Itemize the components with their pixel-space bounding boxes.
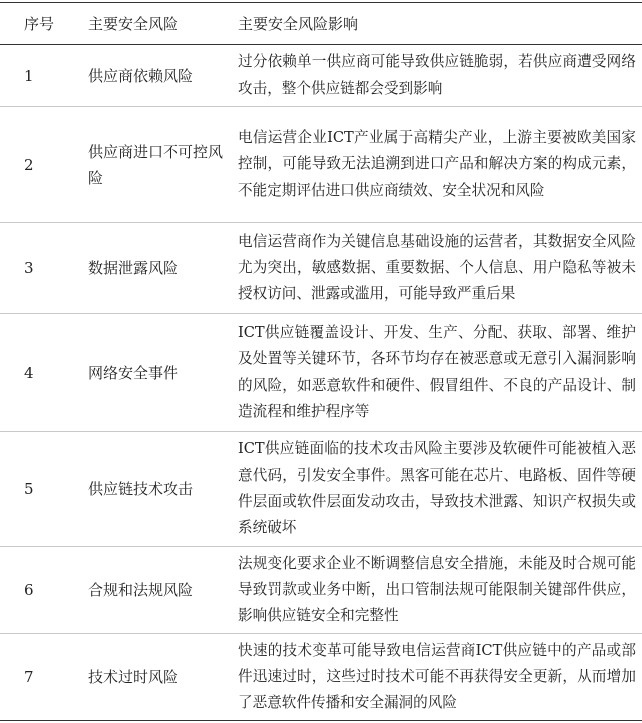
table-bottom-rule	[0, 720, 642, 721]
table-header	[0, 2, 642, 44]
row-impact: 法规变化要求企业不断调整信息安全措施，未能及时合规可能导致罚款或业务中断，出口管制法规可能限制关键部件供应，影响供应链安全和完整性	[238, 554, 636, 625]
table-row	[0, 223, 642, 313]
header-risk: 主要安全风险	[88, 14, 179, 33]
row-impact: 电信运营企业ICT产业属于高精尖产业，上游主要被欧美国家控制，可能导致无法追溯到进口产品和解决方案的构成元素，不能定期评估进口供应商绩效、安全状况和风险	[238, 129, 636, 199]
table-row	[0, 107, 642, 222]
row-impact: 快速的技术变革可能导致电信运营商ICT供应链中的产品或部件迅速过时，这些过时技术可能不再获得安全更新，从而增加了恶意软件传播和安全漏洞的风险	[238, 641, 636, 712]
row-number: 3	[24, 259, 34, 277]
table-row	[0, 547, 642, 633]
header-number: 序号	[24, 14, 55, 33]
row-risk: 供应商依赖风险	[88, 66, 194, 85]
table-row	[0, 45, 642, 106]
row-risk: 网络安全事件	[88, 363, 179, 382]
row-number: 5	[24, 480, 34, 498]
header-impact: 主要安全风险影响	[238, 14, 359, 33]
row-number: 6	[24, 581, 34, 599]
row-impact: ICT供应链面临的技术攻击风险主要涉及软硬件可能被植入恶意代码，引发安全事件。黑客可能在芯片、电路板、固件等硬件层面或软件层面发动攻击，导致技术泄露、知识产权损失或系统破坏	[238, 440, 636, 537]
table-row	[0, 314, 642, 431]
row-impact: 电信运营商作为关键信息基础设施的运营者，其数据安全风险尤为突出，敏感数据、重要数据、个人信息、用户隐私等被未授权访问、泄露或滥用，可能导致严重后果	[238, 232, 636, 303]
row-risk: 供应商进口不可控风险	[88, 142, 224, 187]
table-row	[0, 634, 642, 720]
row-risk: 技术过时风险	[88, 668, 179, 686]
row-number: 4	[24, 363, 34, 382]
table-row	[0, 432, 642, 546]
row-number: 2	[24, 155, 34, 174]
row-risk: 合规和法规风险	[88, 581, 194, 599]
row-number: 1	[24, 66, 34, 85]
row-impact: ICT供应链覆盖设计、开发、生产、分配、获取、部署、维护及处置等关键环节，各环节均存在被恶意或无意引入漏洞影响的风险，如恶意软件和硬件、假冒组件、不良的产品设计、制造流程和维护程序等	[238, 323, 636, 420]
row-risk: 数据泄露风险	[88, 259, 179, 277]
row-impact: 过分依赖单一供应商可能导致供应链脆弱，若供应商遭受网络攻击，整个供应链都会受到影响	[238, 53, 636, 97]
row-number: 7	[24, 668, 34, 686]
row-risk: 供应链技术攻击	[88, 480, 194, 498]
